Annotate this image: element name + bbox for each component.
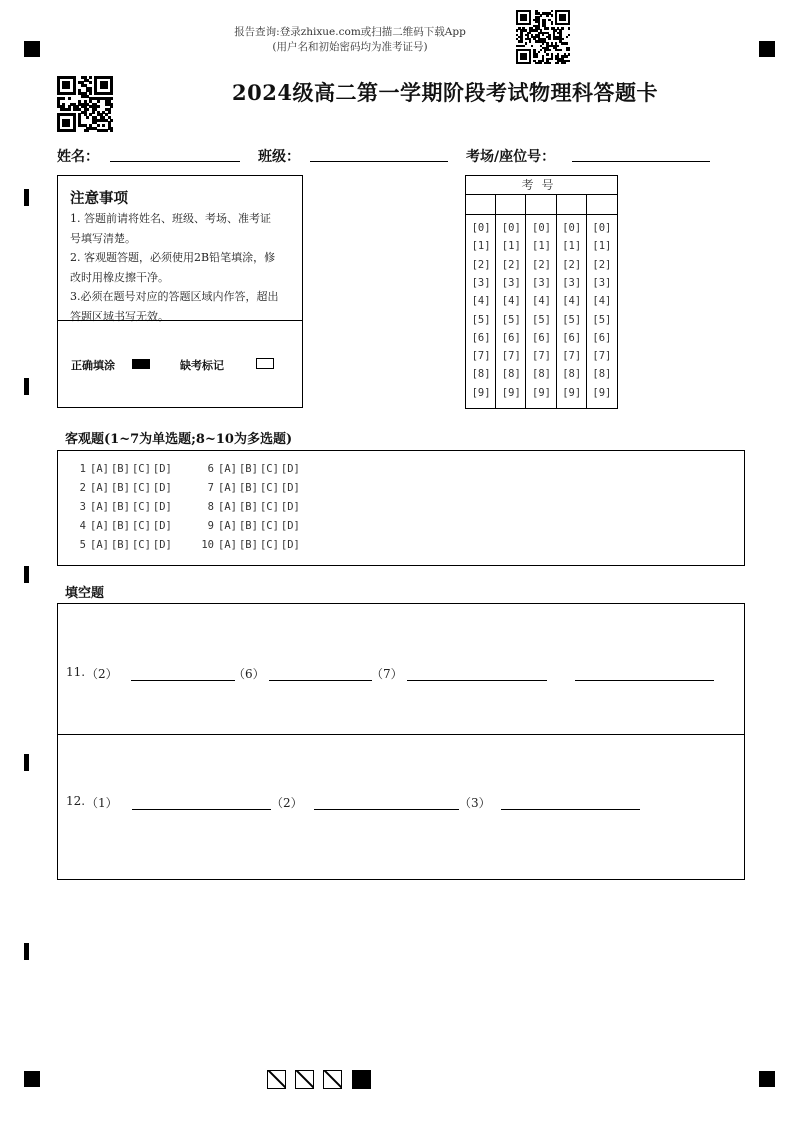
notice-divider bbox=[58, 320, 302, 321]
exam-digit-bubble[interactable]: [5] bbox=[471, 313, 491, 326]
exam-digit-bubble[interactable]: [7] bbox=[562, 350, 582, 363]
mc-question-row bbox=[200, 539, 300, 551]
exam-digit-bubble[interactable]: [2] bbox=[532, 258, 551, 271]
exam-digit-bubble[interactable]: [9] bbox=[471, 386, 491, 399]
exam-digit-bubble[interactable]: [9] bbox=[562, 386, 582, 399]
mc-question-number: 5 bbox=[79, 539, 86, 551]
exam-digit-bubble[interactable]: [2] bbox=[562, 258, 582, 271]
fill-answer-box bbox=[57, 603, 745, 880]
exam-digit-bubble[interactable]: [8] bbox=[501, 368, 521, 381]
mc-option-bubble[interactable]: [B] bbox=[110, 463, 130, 475]
mc-question-row bbox=[200, 520, 300, 532]
mc-option-bubble[interactable]: [A] bbox=[218, 501, 237, 513]
download-qr-code bbox=[516, 10, 570, 64]
seat-field[interactable] bbox=[572, 161, 710, 162]
mc-question-number: 4 bbox=[79, 520, 86, 532]
mc-option-bubble[interactable]: [B] bbox=[238, 501, 258, 513]
exam-number-column bbox=[466, 195, 496, 408]
q11-part-2: （2） bbox=[86, 667, 118, 681]
q11-blank-3[interactable] bbox=[407, 680, 547, 681]
mc-option-bubble[interactable]: [B] bbox=[110, 482, 130, 494]
exam-digit-bubble[interactable]: [7] bbox=[532, 350, 551, 363]
q11-part-7: （7） bbox=[371, 667, 403, 681]
mc-option-bubble[interactable]: [D] bbox=[280, 463, 300, 475]
exam-digit-bubble[interactable]: [6] bbox=[471, 331, 491, 344]
mc-option-bubble[interactable]: [D] bbox=[280, 520, 300, 532]
exam-digit-bubble[interactable]: [7] bbox=[471, 350, 491, 363]
mc-option-bubble[interactable]: [A] bbox=[90, 539, 109, 551]
exam-digit-bubble[interactable]: [8] bbox=[471, 368, 491, 381]
exam-number-write-cell[interactable] bbox=[557, 195, 587, 215]
mc-option-bubble[interactable]: [A] bbox=[90, 501, 109, 513]
exam-digit-bubble[interactable]: [0] bbox=[562, 222, 582, 234]
q12-number: 12. bbox=[66, 794, 86, 808]
credentials-note: (用户名和初始密码均为准考证号) bbox=[272, 41, 428, 53]
exam-digit-bubble[interactable]: [2] bbox=[471, 258, 491, 271]
q12-blank-1[interactable] bbox=[132, 809, 271, 810]
mc-question-row bbox=[72, 539, 172, 551]
mc-option-bubble[interactable]: [C] bbox=[259, 463, 279, 475]
notice-line: 2. 客观题答题，必须使用2B铅笔填涂，修 bbox=[70, 251, 276, 265]
mc-option-bubble[interactable]: [D] bbox=[280, 501, 300, 513]
notice-text bbox=[70, 209, 296, 327]
mc-question-number: 2 bbox=[79, 482, 86, 494]
exam-digit-bubble[interactable]: [9] bbox=[532, 386, 551, 399]
page-title: 2024级高二第一学期阶段考试物理科答题卡 bbox=[232, 80, 658, 105]
mc-question-row bbox=[72, 482, 172, 494]
mc-option-bubble[interactable]: [C] bbox=[259, 482, 279, 494]
timing-mark bbox=[24, 754, 29, 771]
exam-number-write-cell[interactable] bbox=[526, 195, 556, 215]
class-label: 班级： bbox=[258, 149, 300, 165]
objective-section-title: 客观题(1~7为单选题;8~10为多选题) bbox=[65, 432, 293, 447]
timing-mark bbox=[24, 943, 29, 960]
fill-section-title: 填空题 bbox=[65, 586, 105, 601]
exam-number-header: 考号 bbox=[466, 176, 617, 195]
mc-option-bubble[interactable]: [D] bbox=[280, 539, 300, 551]
mc-option-bubble[interactable]: [D] bbox=[152, 520, 172, 532]
exam-number-column bbox=[557, 195, 587, 408]
name-label: 姓名： bbox=[57, 149, 99, 165]
notice-title: 注意事项 bbox=[70, 190, 128, 207]
exam-digit-bubble[interactable]: [9] bbox=[501, 386, 521, 399]
exam-digit-bubble[interactable]: [6] bbox=[501, 331, 521, 344]
mc-option-bubble[interactable]: [B] bbox=[238, 463, 258, 475]
registration-mark-top-right bbox=[759, 41, 775, 57]
exam-digit-bubble[interactable]: [3] bbox=[562, 276, 582, 289]
mc-option-bubble[interactable]: [B] bbox=[238, 520, 258, 532]
mc-option-bubble[interactable]: [B] bbox=[238, 539, 258, 551]
mc-option-bubble[interactable]: [C] bbox=[131, 501, 151, 513]
registration-mark-bottom-left bbox=[24, 1071, 40, 1087]
mc-option-bubble[interactable]: [A] bbox=[218, 482, 237, 494]
exam-digit-bubble[interactable]: [5] bbox=[592, 313, 612, 326]
q11-blank-2[interactable] bbox=[269, 680, 372, 681]
correct-fill-sample bbox=[132, 359, 150, 369]
exam-digit-bubble[interactable]: [1] bbox=[592, 240, 612, 253]
mc-question-row bbox=[200, 463, 300, 475]
notice-box bbox=[57, 175, 303, 408]
exam-digit-bubble[interactable]: [3] bbox=[592, 276, 612, 289]
mc-option-bubble[interactable]: [C] bbox=[259, 539, 279, 551]
exam-digit-bubble[interactable]: [0] bbox=[501, 222, 521, 234]
exam-digit-bubble[interactable]: [7] bbox=[592, 350, 612, 363]
name-field[interactable] bbox=[110, 161, 240, 162]
exam-digit-bubble[interactable]: [1] bbox=[471, 240, 491, 253]
class-field[interactable] bbox=[310, 161, 448, 162]
q11-blank-1[interactable] bbox=[131, 680, 235, 681]
notice-line: 3.必须在题号对应的答题区域内作答，超出 bbox=[70, 290, 279, 304]
exam-digit-bubble[interactable]: [4] bbox=[501, 295, 521, 308]
exam-digit-bubble[interactable]: [0] bbox=[592, 222, 612, 234]
mc-option-bubble[interactable]: [B] bbox=[110, 520, 130, 532]
registration-mark-top-left bbox=[24, 41, 40, 57]
exam-digit-bubble[interactable]: [1] bbox=[562, 240, 582, 253]
objective-answer-box bbox=[57, 450, 745, 566]
fill-divider bbox=[58, 734, 744, 735]
exam-digit-bubble[interactable]: [8] bbox=[562, 368, 582, 381]
exam-digit-bubble[interactable]: [3] bbox=[471, 276, 491, 289]
mc-question-row bbox=[72, 463, 172, 475]
mc-option-bubble[interactable]: [D] bbox=[152, 501, 172, 513]
page-marker-hatched bbox=[267, 1070, 286, 1089]
mc-question-row bbox=[72, 520, 172, 532]
sheet-qr-code bbox=[57, 76, 113, 132]
exam-digit-bubble[interactable]: [6] bbox=[532, 331, 551, 344]
mc-option-bubble[interactable]: [C] bbox=[259, 520, 279, 532]
exam-digit-bubble[interactable]: [4] bbox=[562, 295, 582, 308]
timing-mark bbox=[24, 378, 29, 395]
mc-option-bubble[interactable]: [C] bbox=[131, 463, 151, 475]
q11-part-6: （6） bbox=[233, 667, 265, 681]
mc-option-bubble[interactable]: [B] bbox=[110, 539, 130, 551]
exam-number-columns bbox=[466, 195, 617, 408]
student-info-row bbox=[57, 146, 747, 168]
exam-digit-bubble[interactable]: [5] bbox=[562, 313, 582, 326]
exam-digit-bubble[interactable]: [0] bbox=[532, 222, 551, 234]
mc-option-bubble[interactable]: [A] bbox=[218, 463, 237, 475]
mc-question-number: 3 bbox=[79, 501, 86, 513]
mc-option-bubble[interactable]: [B] bbox=[110, 501, 130, 513]
exam-digit-bubble[interactable]: [1] bbox=[501, 240, 521, 253]
notice-line: 号填写清楚。 bbox=[70, 231, 136, 245]
exam-number-column bbox=[526, 195, 556, 408]
timing-mark bbox=[24, 189, 29, 206]
mc-option-bubble[interactable]: [A] bbox=[90, 520, 109, 532]
mc-option-bubble[interactable]: [A] bbox=[90, 482, 109, 494]
mc-option-bubble[interactable]: [C] bbox=[259, 501, 279, 513]
q12-blank-2[interactable] bbox=[314, 809, 459, 810]
q12-blank-3[interactable] bbox=[501, 809, 640, 810]
mc-option-bubble[interactable]: [A] bbox=[218, 539, 237, 551]
exam-digit-bubble[interactable]: [3] bbox=[532, 276, 551, 289]
absent-mark-checkbox[interactable] bbox=[256, 358, 274, 369]
exam-number-write-cell[interactable] bbox=[587, 195, 617, 215]
q12-part-3: （3） bbox=[459, 796, 491, 810]
registration-mark-bottom-right bbox=[759, 1071, 775, 1087]
mc-option-bubble[interactable]: [D] bbox=[280, 482, 300, 494]
exam-digit-bubble[interactable]: [4] bbox=[471, 295, 491, 308]
exam-digit-bubble[interactable]: [7] bbox=[501, 350, 521, 363]
seat-label: 考场/座位号： bbox=[466, 149, 556, 165]
mc-question-number: 8 bbox=[207, 501, 214, 513]
mc-question-row bbox=[72, 501, 172, 513]
exam-digit-bubble[interactable]: [2] bbox=[501, 258, 521, 271]
exam-number-write-cell[interactable] bbox=[466, 195, 496, 215]
correct-fill-label: 正确填涂 bbox=[71, 359, 115, 372]
page-marker-hatched bbox=[323, 1070, 342, 1089]
mc-option-bubble[interactable]: [A] bbox=[218, 520, 237, 532]
exam-digit-bubble[interactable]: [8] bbox=[592, 368, 612, 381]
exam-digit-bubble[interactable]: [0] bbox=[471, 222, 491, 234]
report-query-text: 报告查询:登录zhixue.com或扫描二维码下载App bbox=[234, 26, 466, 38]
q11-blank-4[interactable] bbox=[575, 680, 714, 681]
exam-digit-bubble[interactable]: [2] bbox=[592, 258, 612, 271]
mc-question-number: 10 bbox=[201, 539, 214, 551]
exam-digit-bubble[interactable]: [1] bbox=[532, 240, 551, 253]
mc-question-number: 7 bbox=[207, 482, 214, 494]
exam-digit-bubble[interactable]: [4] bbox=[592, 295, 612, 308]
mc-option-bubble[interactable]: [B] bbox=[238, 482, 258, 494]
exam-number-column bbox=[587, 195, 617, 408]
exam-number-write-cell[interactable] bbox=[496, 195, 526, 215]
mc-option-bubble[interactable]: [A] bbox=[90, 463, 109, 475]
mc-question-row bbox=[200, 482, 300, 494]
mc-option-bubble[interactable]: [D] bbox=[152, 463, 172, 475]
q12-part-1: （1） bbox=[86, 796, 118, 810]
exam-digit-bubble[interactable]: [5] bbox=[532, 313, 551, 326]
q11-number: 11. bbox=[66, 665, 86, 679]
mc-option-bubble[interactable]: [C] bbox=[131, 520, 151, 532]
notice-line: 1. 答题前请将姓名、班级、考场、准考证 bbox=[70, 212, 271, 225]
exam-digit-bubble[interactable]: [4] bbox=[532, 295, 551, 308]
mc-question-row bbox=[200, 501, 300, 513]
mc-question-number: 9 bbox=[207, 520, 214, 532]
absent-mark-label: 缺考标记 bbox=[180, 359, 224, 372]
mc-option-bubble[interactable]: [C] bbox=[131, 482, 151, 494]
exam-digit-bubble[interactable]: [5] bbox=[501, 313, 521, 326]
exam-digit-bubble[interactable]: [6] bbox=[562, 331, 582, 344]
q12-part-2: （2） bbox=[271, 796, 303, 810]
exam-digit-bubble[interactable]: [8] bbox=[532, 368, 551, 381]
timing-mark bbox=[24, 566, 29, 583]
exam-number-column bbox=[496, 195, 526, 408]
page-marker-hatched bbox=[295, 1070, 314, 1089]
mc-question-number: 1 bbox=[79, 463, 86, 475]
notice-line: 答题区域书写无效。 bbox=[70, 309, 169, 323]
exam-digit-bubble[interactable]: [9] bbox=[592, 386, 612, 399]
exam-digit-bubble[interactable]: [6] bbox=[592, 331, 612, 344]
mc-option-bubble[interactable]: [C] bbox=[131, 539, 151, 551]
mc-option-bubble[interactable]: [D] bbox=[152, 539, 172, 551]
notice-line: 改时用橡皮擦干净。 bbox=[70, 270, 169, 284]
page-marker-solid bbox=[352, 1070, 371, 1089]
exam-digit-bubble[interactable]: [3] bbox=[501, 276, 521, 289]
mc-option-bubble[interactable]: [D] bbox=[152, 482, 172, 494]
exam-number-table bbox=[465, 175, 618, 409]
mc-question-number: 6 bbox=[207, 463, 214, 475]
